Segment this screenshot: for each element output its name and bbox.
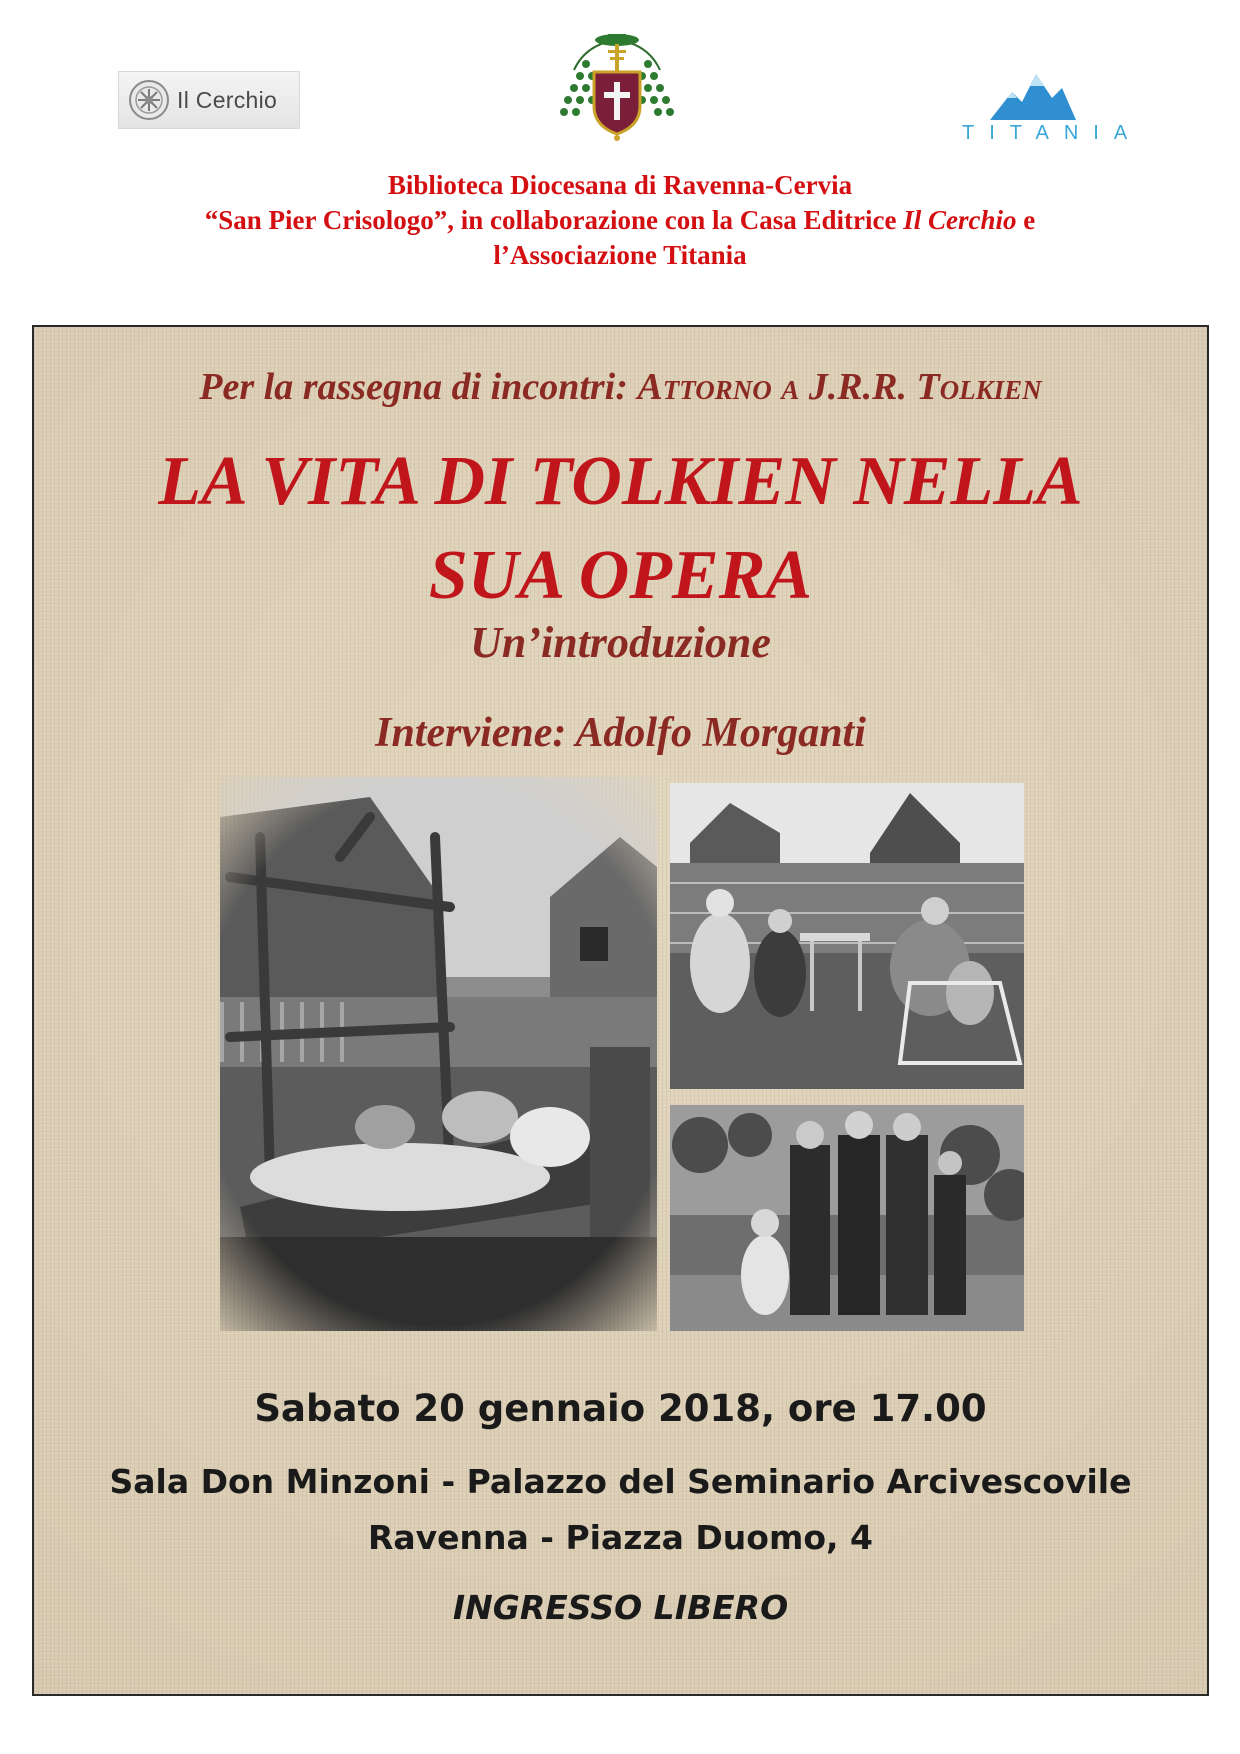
titania-logo-text: TITANIA bbox=[962, 122, 1143, 144]
speaker-line: Interviene: Adolfo Morganti bbox=[375, 710, 866, 756]
organizer-line-1: Biblioteca Diocesana di Ravenna-Cervia bbox=[387, 170, 853, 200]
cerchio-logo-text: Il Cerchio bbox=[177, 86, 278, 113]
publisher-name: Il Cerchio bbox=[903, 205, 1017, 235]
photo-family-garden bbox=[670, 783, 1024, 1089]
organizer-block bbox=[60, 168, 1180, 273]
poster-panel bbox=[32, 325, 1209, 1696]
organizer-line-2-prefix: “San Pier Crisologo”, in collaborazione con la Casa Editrice bbox=[204, 205, 904, 235]
organizer-line-3: l’Associazione Titania bbox=[493, 240, 747, 270]
photo-family-portrait bbox=[670, 1105, 1024, 1331]
mountain-icon bbox=[990, 70, 1076, 120]
titania-logo bbox=[962, 70, 1143, 146]
event-date: Sabato 20 gennaio 2018, ore 17.00 bbox=[254, 1387, 987, 1430]
photo-garden-rest bbox=[220, 777, 657, 1331]
organizer-line-2 bbox=[60, 203, 1180, 238]
archbishop-crest-icon bbox=[556, 30, 678, 142]
event-title-line-1: LA VITA DI TOLKIEN NELLA bbox=[158, 443, 1083, 520]
il-cerchio-logo bbox=[118, 71, 300, 129]
organizer-line-2-suffix: e bbox=[1016, 205, 1036, 235]
cerchio-emblem-icon bbox=[127, 78, 171, 122]
event-venue: Sala Don Minzoni - Palazzo del Seminario Arcivescovile bbox=[109, 1462, 1132, 1501]
event-title-line-2: SUA OPERA bbox=[428, 537, 813, 614]
free-entry-notice: INGRESSO LIBERO bbox=[452, 1588, 789, 1627]
series-line bbox=[34, 365, 1207, 409]
series-name: Attorno a J.R.R. Tolkien bbox=[637, 366, 1042, 408]
event-address: Ravenna - Piazza Duomo, 4 bbox=[367, 1518, 874, 1557]
event-title bbox=[34, 435, 1207, 623]
event-subtitle: Un’introduzione bbox=[470, 618, 771, 667]
series-prefix: Per la rassegna di incontri: bbox=[199, 366, 638, 408]
